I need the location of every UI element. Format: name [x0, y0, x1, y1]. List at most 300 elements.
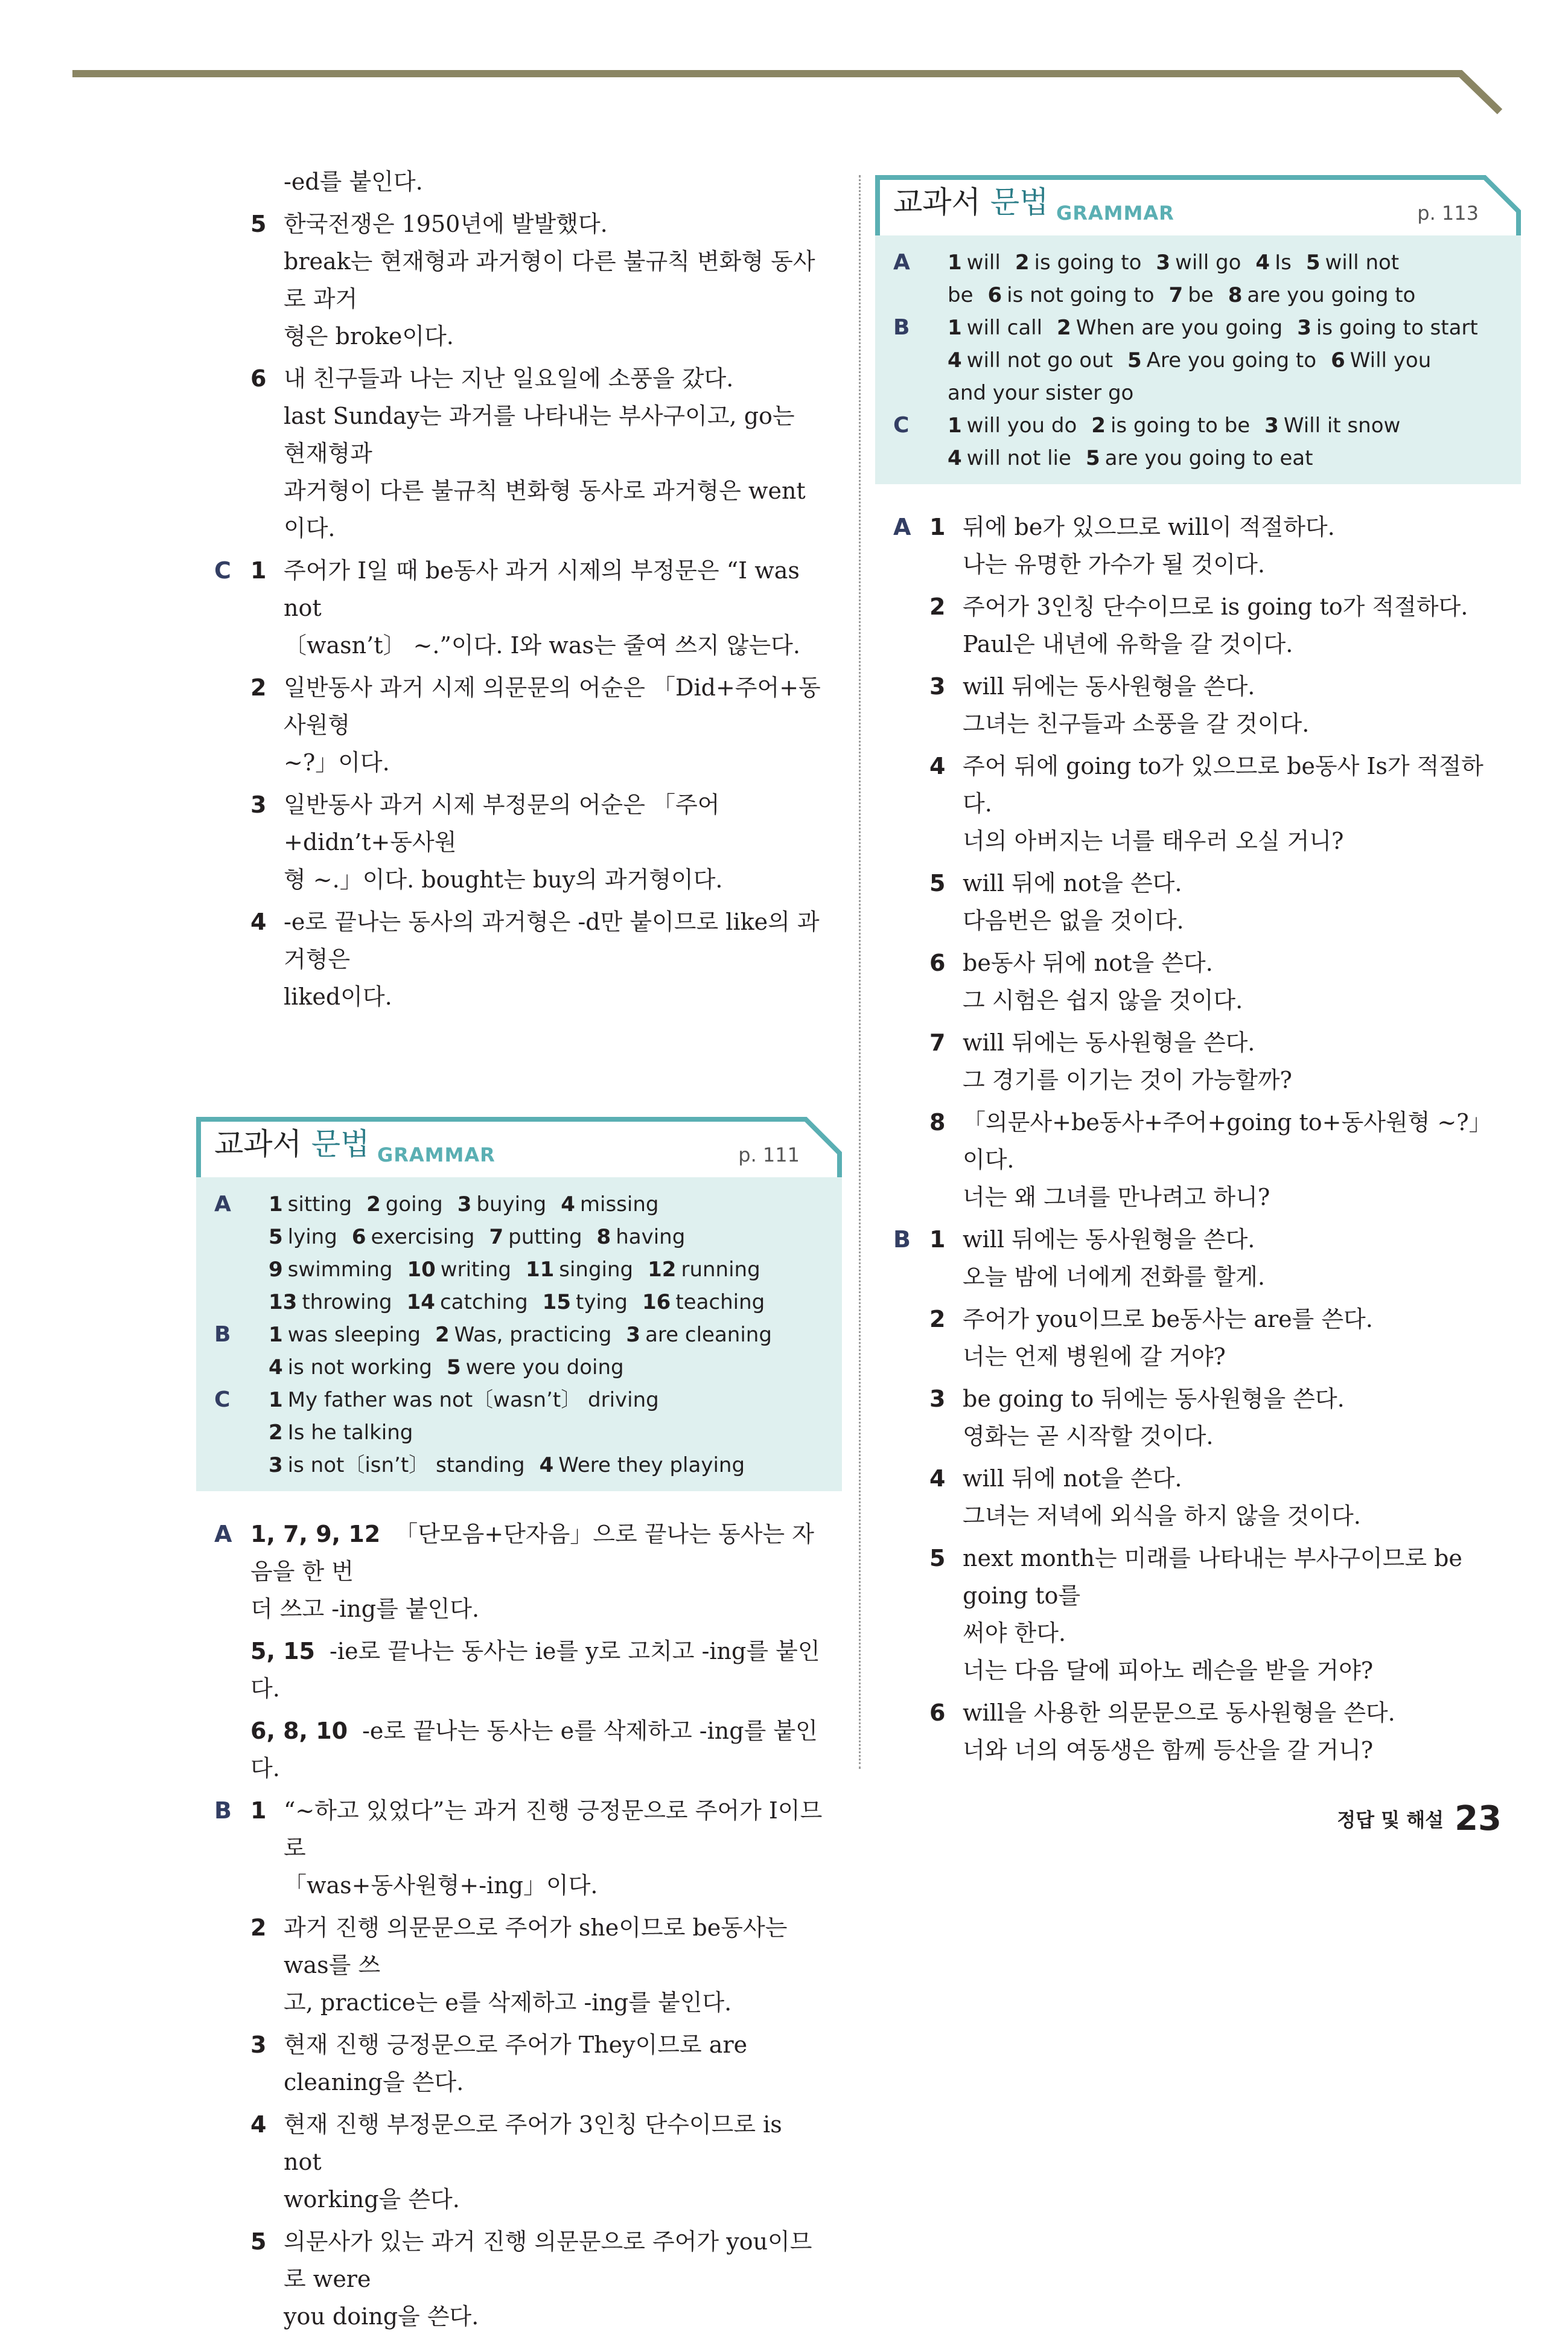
explanation-item — [893, 1380, 1503, 1455]
answer-text: tying — [575, 1290, 628, 1314]
answer-number: 1 — [269, 1388, 283, 1412]
answer-group-label: A — [893, 250, 910, 275]
answer-item — [1306, 246, 1399, 279]
explanation-line: 너는 다음 달에 피아노 레슨을 받을 거야? — [963, 1657, 1374, 1684]
explanation-line: ~?」이다. — [284, 749, 390, 776]
answer-line — [269, 1221, 824, 1253]
answer-number: 14 — [406, 1290, 435, 1314]
explanation-line: 그 경기를 이기는 것이 가능할까? — [963, 1067, 1292, 1093]
item-number: 2 — [929, 1306, 946, 1332]
answer-number: 1 — [948, 316, 962, 340]
answer-number: 3 — [457, 1192, 472, 1216]
answer-text: are cleaning — [645, 1323, 772, 1347]
explanation-item — [214, 552, 824, 664]
grammar-box-header — [875, 175, 1521, 235]
answer-group-label: C — [214, 1387, 231, 1412]
answer-item — [1228, 279, 1416, 312]
explanation-item — [214, 2223, 824, 2335]
explanation-line: 일반동사 과거 시제 부정문의 어순은 「주어+didn’t+동사원 — [284, 791, 720, 855]
grammar-title-b: 문법 — [990, 185, 1049, 220]
answer-item — [457, 1188, 547, 1221]
left-column — [214, 163, 824, 2340]
explanation-line: will을 사용한 의문문으로 동사원형을 쓴다. — [963, 1699, 1395, 1726]
explanation-line: Paul은 내년에 유학을 갈 것이다. — [963, 631, 1293, 657]
answer-item — [988, 279, 1155, 312]
explanation-item — [893, 865, 1503, 939]
answer-item — [1057, 312, 1283, 344]
answer-text: buying — [476, 1192, 547, 1216]
answer-number: 6 — [1331, 348, 1345, 372]
answer-item — [543, 1286, 628, 1319]
explanation-line: next month는 미래를 나타내는 부사구이므로 be going to를 — [963, 1545, 1462, 1609]
answer-number: 1 — [948, 251, 962, 275]
explanation-item — [893, 1300, 1503, 1375]
explanation-line: 주어 뒤에 going to가 있으므로 be동사 Is가 적절하다. — [963, 753, 1484, 817]
explanation-line: 그녀는 친구들과 소풍을 갈 것이다. — [963, 711, 1310, 737]
explanation-item — [893, 668, 1503, 743]
answer-text: catching — [439, 1290, 528, 1314]
item-number: 3 — [929, 673, 946, 700]
answer-number: 13 — [269, 1290, 298, 1314]
answer-number: 3 — [1297, 316, 1311, 340]
explanation-item — [893, 1694, 1503, 1769]
answer-text: is not working — [287, 1355, 432, 1379]
explanation-item — [214, 1909, 824, 2021]
explanation-item — [893, 1221, 1503, 1296]
answer-item — [269, 1319, 421, 1351]
explanation-line: break는 현재형과 과거형이 다른 불규칙 변화형 동사로 과거 — [284, 248, 815, 312]
answer-line — [948, 344, 1503, 377]
explanation-line: 주어가 you이므로 be동사는 are를 쓴다. — [963, 1306, 1373, 1332]
grammar-box-title — [214, 1125, 369, 1163]
answer-line — [948, 279, 1503, 312]
item-number: 5 — [250, 211, 267, 237]
explanation-line: 더 쓰고 -ing를 붙인다. — [250, 1596, 480, 1622]
answer-number: 4 — [948, 348, 962, 372]
explanation-item — [893, 747, 1503, 860]
answer-item — [352, 1221, 475, 1253]
grammar-box-body — [875, 235, 1521, 484]
answer-item — [269, 1286, 392, 1319]
item-number: 4 — [929, 1465, 946, 1492]
item-number: 6 — [929, 950, 946, 976]
grammar-box-body — [196, 1177, 842, 1491]
answer-text: swimming — [287, 1258, 393, 1282]
answer-line — [269, 1188, 824, 1221]
answer-text: Will you — [1350, 348, 1432, 372]
explanation-item — [214, 903, 824, 1015]
answer-item — [626, 1319, 771, 1351]
item-number: 1 — [929, 1226, 946, 1253]
answer-text: singing — [559, 1258, 634, 1282]
item-number: 1, 7, 9, 12 — [250, 1521, 381, 1547]
grammar-box-subtitle: GRAMMAR — [1056, 202, 1174, 225]
answer-number: 9 — [269, 1258, 283, 1282]
explanation-item — [893, 588, 1503, 663]
answer-group — [893, 312, 1503, 409]
grammar-box-page: p. 111 — [738, 1143, 800, 1166]
answer-text: Is — [1275, 251, 1292, 275]
answer-text: Were they playing — [558, 1453, 745, 1477]
answer-text: be — [1188, 283, 1214, 307]
answer-number: 3 — [626, 1323, 641, 1347]
explanation-line: 일반동사 과거 시제 의문문의 어순은 「Did+주어+동사원형 — [284, 674, 821, 738]
answer-item — [1331, 344, 1431, 377]
grammar-box-subtitle: GRAMMAR — [377, 1143, 496, 1166]
answer-group — [214, 1384, 824, 1482]
explanation-line: “~하고 있었다”는 과거 진행 긍정문으로 주어가 I이므로 — [284, 1797, 823, 1861]
answer-item — [1086, 442, 1313, 475]
answer-text: be — [948, 283, 974, 307]
answer-text: is going to be — [1110, 414, 1251, 438]
answer-line — [948, 312, 1503, 344]
answer-text: is not〔isn’t〕 standing — [287, 1453, 525, 1477]
item-number: 5 — [929, 870, 946, 897]
answer-text: was sleeping — [287, 1323, 421, 1347]
explanation-line: 너는 왜 그녀를 만나려고 하니? — [963, 1184, 1270, 1210]
answer-line — [269, 1449, 824, 1482]
answer-text: will — [966, 251, 1001, 275]
answer-text: is going to — [1034, 251, 1142, 275]
answer-number: 8 — [1228, 283, 1243, 307]
explanation-line: -ie로 끝나는 동사는 ie를 y로 고치고 -ing를 붙인다. — [250, 1638, 820, 1702]
explanation-line: be동사 뒤에 not을 쓴다. — [963, 950, 1213, 976]
item-number: 7 — [929, 1029, 946, 1056]
answer-item — [1015, 246, 1142, 279]
answer-item — [948, 246, 1001, 279]
explanation-item — [214, 1712, 824, 1787]
explanation-line: 주어가 I일 때 be동사 과거 시제의 부정문은 “I was not — [284, 557, 800, 621]
explanation-line: 형 ~.」이다. bought는 buy의 과거형이다. — [284, 866, 723, 893]
explanation-line: will 뒤에는 동사원형을 쓴다. — [963, 1029, 1255, 1056]
answer-text: and your sister go — [948, 381, 1134, 405]
answer-item — [1127, 344, 1316, 377]
answer-text: sitting — [287, 1192, 352, 1216]
answer-text: will go — [1175, 251, 1241, 275]
answer-line — [948, 442, 1503, 475]
answer-number: 11 — [525, 1258, 555, 1282]
answer-item — [1297, 312, 1478, 344]
answer-number: 4 — [539, 1453, 554, 1477]
answer-number: 3 — [1156, 251, 1171, 275]
answer-text: having — [616, 1225, 686, 1249]
footer-label: 정답 및 해설 — [1337, 1808, 1444, 1832]
answer-group — [214, 1188, 824, 1319]
answer-line — [269, 1351, 824, 1384]
answer-number: 6 — [987, 283, 1002, 307]
column-divider — [859, 175, 861, 1769]
answer-line — [948, 246, 1503, 279]
explanation-line: 한국전쟁은 1950년에 발발했다. — [284, 211, 608, 237]
explanation-item — [214, 786, 824, 898]
answer-item — [407, 1253, 511, 1286]
grammar-title-a: 교과서 — [893, 185, 990, 220]
answer-item — [1091, 409, 1250, 442]
explanation-item — [214, 1515, 824, 1628]
explanation-line: 의문사가 있는 과거 진행 의문문으로 주어가 you이므로 were — [284, 2228, 812, 2292]
answer-item — [1169, 279, 1214, 312]
item-number: 1 — [929, 514, 946, 540]
answer-item — [269, 1351, 432, 1384]
explanation-line: will 뒤에는 동사원형을 쓴다. — [963, 1226, 1255, 1253]
answer-number: 2 — [1091, 414, 1106, 438]
answer-item — [269, 1188, 352, 1221]
grammar-box-title — [893, 184, 1048, 221]
item-number: 6 — [929, 1699, 946, 1726]
section-label: A — [214, 1521, 232, 1547]
answer-item — [948, 312, 1042, 344]
answer-group — [893, 409, 1503, 475]
explanation-line: 영화는 곧 시작할 것이다. — [963, 1423, 1214, 1450]
explanation-line: 뒤에 be가 있으므로 will이 적절하다. — [963, 514, 1335, 540]
explanation-line: you doing을 쓴다. — [284, 2303, 479, 2330]
answer-text: teaching — [675, 1290, 765, 1314]
explanation-line: liked이다. — [284, 983, 392, 1010]
explanation-line: 그녀는 저녁에 외식을 하지 않을 것이다. — [963, 1503, 1361, 1529]
explanation-line: 너는 언제 병원에 갈 거야? — [963, 1343, 1226, 1370]
grammar-answer-box — [875, 175, 1521, 484]
item-number: 3 — [250, 2032, 267, 2058]
answer-number: 1 — [269, 1323, 283, 1347]
explanation-item — [893, 508, 1503, 583]
item-number: 8 — [929, 1109, 946, 1136]
answer-line — [948, 377, 1503, 409]
answer-number: 5 — [1085, 446, 1100, 470]
answer-item — [561, 1188, 658, 1221]
answer-item — [1264, 409, 1400, 442]
answer-number: 4 — [1255, 251, 1270, 275]
answer-number: 8 — [596, 1225, 611, 1249]
answer-group-label: C — [893, 413, 910, 438]
answer-item — [540, 1449, 745, 1482]
explanation-item — [214, 1632, 824, 1707]
item-number: 4 — [929, 753, 946, 779]
item-number: 4 — [250, 909, 267, 935]
explanation-line: 나는 유명한 가수가 될 것이다. — [963, 551, 1265, 578]
answer-text: Will it snow — [1283, 414, 1401, 438]
explanation-item — [214, 669, 824, 781]
answer-text: are you going to — [1247, 283, 1416, 307]
answer-text: will not lie — [966, 446, 1071, 470]
item-number: 6, 8, 10 — [250, 1718, 348, 1744]
section-label: C — [214, 557, 231, 584]
answer-item — [1156, 246, 1241, 279]
explanation-item — [893, 1104, 1503, 1216]
explanation-line: will 뒤에 not을 쓴다. — [963, 870, 1182, 897]
answer-text: My father was not〔wasn’t〕 driving — [287, 1388, 659, 1412]
page-footer — [1337, 1799, 1502, 1838]
answer-text: running — [681, 1258, 760, 1282]
answer-number: 3 — [269, 1453, 283, 1477]
answer-text: Was, practicing — [454, 1323, 612, 1347]
explanation-line: will 뒤에는 동사원형을 쓴다. — [963, 673, 1255, 700]
grammar-box-header — [196, 1117, 842, 1177]
item-number: 5, 15 — [250, 1638, 315, 1664]
answer-text: will call — [966, 316, 1043, 340]
answer-group-label: B — [893, 315, 910, 340]
answer-line — [269, 1286, 824, 1319]
explanation-line: 현재 진행 긍정문으로 주어가 They이므로 are cleaning을 쓴다. — [284, 2032, 748, 2095]
answer-text: missing — [579, 1192, 659, 1216]
explanation-item — [214, 205, 824, 355]
continuation-text: -ed를 붙인다. — [284, 168, 423, 195]
answer-item — [597, 1221, 686, 1253]
explanation-line: 「단모음+단자음」으로 끝나는 동사는 자음을 한 번 — [250, 1521, 814, 1585]
explanation-line: 주어가 3인칭 단수이므로 is going to가 적절하다. — [963, 593, 1468, 620]
top-rule — [0, 0, 1568, 121]
answer-item — [269, 1449, 525, 1482]
answer-item — [948, 377, 1133, 409]
explanation-line: 형은 broke이다. — [284, 323, 454, 350]
answer-number: 7 — [1168, 283, 1184, 307]
explanation-line: 고, practice는 e를 삭제하고 -ing를 붙인다. — [284, 1989, 732, 2016]
right-column — [893, 175, 1503, 1774]
answer-item — [447, 1351, 624, 1384]
explanation-line: 내 친구들과 나는 지난 일요일에 소풍을 갔다. — [284, 365, 734, 392]
item-number: 2 — [250, 1914, 267, 1941]
section-label: B — [214, 1797, 232, 1824]
explanation-line: 다음번은 없을 것이다. — [963, 907, 1184, 934]
explanation-line: be going to 뒤에는 동사원형을 쓴다. — [963, 1386, 1345, 1412]
answer-item — [642, 1286, 765, 1319]
answer-item — [948, 344, 1113, 377]
answer-item — [435, 1319, 611, 1351]
answer-number: 2 — [366, 1192, 381, 1216]
answer-text: will you do — [966, 414, 1077, 438]
explanation-line: 과거형이 다른 불규칙 변화형 동사로 과거형은 went이다. — [284, 478, 806, 542]
answer-line — [269, 1319, 824, 1351]
answer-number: 2 — [269, 1421, 283, 1445]
answer-item — [648, 1253, 760, 1286]
answer-number: 5 — [1305, 251, 1321, 275]
answer-item — [269, 1221, 337, 1253]
explanation-line: 「의문사+be동사+주어+going to+동사원형 ~?」이다. — [963, 1109, 1492, 1173]
explanation-line: 오늘 밤에 너에게 전화를 할게. — [963, 1264, 1265, 1290]
explanation-line: -e로 끝나는 동사의 과거형은 -d만 붙이므로 like의 과거형은 — [284, 909, 820, 973]
answer-number: 4 — [269, 1355, 283, 1379]
explanation-line: last Sunday는 과거를 나타내는 부사구이고, go는 현재형과 — [284, 403, 795, 467]
explanation-line: 〔wasn’t〕 ~.”이다. I와 was는 줄여 쓰지 않는다. — [284, 632, 800, 659]
answer-text: exercising — [371, 1225, 475, 1249]
answer-text: is not going to — [1007, 283, 1155, 307]
answer-text: going — [385, 1192, 443, 1216]
answer-number: 3 — [1264, 414, 1279, 438]
answer-text: will not go out — [966, 348, 1113, 372]
explanation-line: 현재 진행 부정문으로 주어가 3인칭 단수이므로 is not — [284, 2111, 782, 2175]
answer-text: is going to start — [1316, 316, 1478, 340]
answer-number: 2 — [435, 1323, 450, 1347]
explanation-line: 그 시험은 쉽지 않을 것이다. — [963, 987, 1243, 1014]
answer-number: 15 — [542, 1290, 571, 1314]
explanation-item — [214, 360, 824, 547]
grammar-title-b: 문법 — [311, 1127, 370, 1162]
explanation-line: 「was+동사원형+-ing」이다. — [284, 1872, 598, 1899]
answer-item — [269, 1253, 392, 1286]
answer-text: lying — [287, 1225, 337, 1249]
answer-item — [269, 1384, 659, 1416]
answer-text: putting — [508, 1225, 582, 1249]
answer-number: 4 — [948, 446, 962, 470]
answer-line — [269, 1253, 824, 1286]
item-number: 6 — [250, 365, 267, 392]
explanation-line: 너와 너의 여동생은 함께 등산을 갈 거니? — [963, 1737, 1374, 1763]
answer-number: 10 — [407, 1258, 436, 1282]
item-number: 1 — [250, 1797, 267, 1824]
grammar-title-a: 교과서 — [214, 1127, 311, 1162]
answer-item — [526, 1253, 633, 1286]
explanation-item — [893, 1460, 1503, 1535]
grammar-answer-box — [196, 1117, 842, 1491]
answer-group-label: B — [214, 1322, 231, 1347]
answer-group — [893, 246, 1503, 312]
explanation-line: 써야 한다. — [963, 1620, 1066, 1646]
answer-text: are you going to eat — [1104, 446, 1313, 470]
answer-group-label: A — [214, 1192, 231, 1216]
item-number: 3 — [929, 1386, 946, 1412]
explanation-line: will 뒤에 not을 쓴다. — [963, 1465, 1182, 1492]
answer-item — [1255, 246, 1291, 279]
answer-text: writing — [440, 1258, 511, 1282]
explanation-item — [893, 1024, 1503, 1099]
answer-item — [407, 1286, 528, 1319]
section-label: B — [893, 1226, 911, 1253]
answer-number: 2 — [1015, 251, 1030, 275]
explanation-item — [214, 2106, 824, 2218]
answer-item — [269, 1416, 413, 1449]
answer-item — [948, 279, 974, 312]
item-number: 5 — [250, 2228, 267, 2255]
explanation-item — [214, 1792, 824, 1904]
explanation-line: 과거 진행 의문문으로 주어가 she이므로 be동사는 was를 쓰 — [284, 1914, 788, 1978]
answer-number: 1 — [269, 1192, 283, 1216]
item-number: 3 — [250, 791, 267, 818]
explanation-line: working을 쓴다. — [284, 2186, 460, 2213]
answer-item — [489, 1221, 582, 1253]
answer-number: 6 — [351, 1225, 366, 1249]
answer-number: 1 — [948, 414, 962, 438]
answer-number: 5 — [1127, 348, 1142, 372]
item-number: 5 — [929, 1545, 946, 1571]
answer-line — [269, 1384, 824, 1449]
answer-text: Are you going to — [1146, 348, 1317, 372]
explanation-line: -e로 끝나는 동사는 e를 삭제하고 -ing를 붙인다. — [250, 1718, 818, 1782]
answer-item — [366, 1188, 443, 1221]
explanation-item — [893, 1539, 1503, 1689]
answer-text: were you doing — [465, 1355, 624, 1379]
item-number: 1 — [250, 557, 267, 584]
section-label: A — [893, 514, 911, 540]
answer-text: When are you going — [1076, 316, 1283, 340]
answer-number: 16 — [642, 1290, 671, 1314]
explanation-item — [893, 944, 1503, 1019]
answer-number: 2 — [1057, 316, 1071, 340]
page-number: 23 — [1455, 1799, 1502, 1838]
answer-item — [948, 409, 1077, 442]
item-number: 4 — [250, 2111, 267, 2138]
answer-text: will not — [1325, 251, 1400, 275]
grammar-box-page: p. 113 — [1417, 202, 1479, 225]
answer-number: 5 — [446, 1355, 461, 1379]
answer-number: 5 — [269, 1225, 283, 1249]
answer-item — [948, 442, 1071, 475]
explanation-item — [214, 2026, 824, 2101]
answer-group — [214, 1319, 824, 1384]
item-number: 2 — [250, 674, 267, 701]
answer-number: 7 — [489, 1225, 504, 1249]
answer-number: 12 — [648, 1258, 677, 1282]
answer-text: throwing — [302, 1290, 392, 1314]
item-number: 2 — [929, 593, 946, 620]
